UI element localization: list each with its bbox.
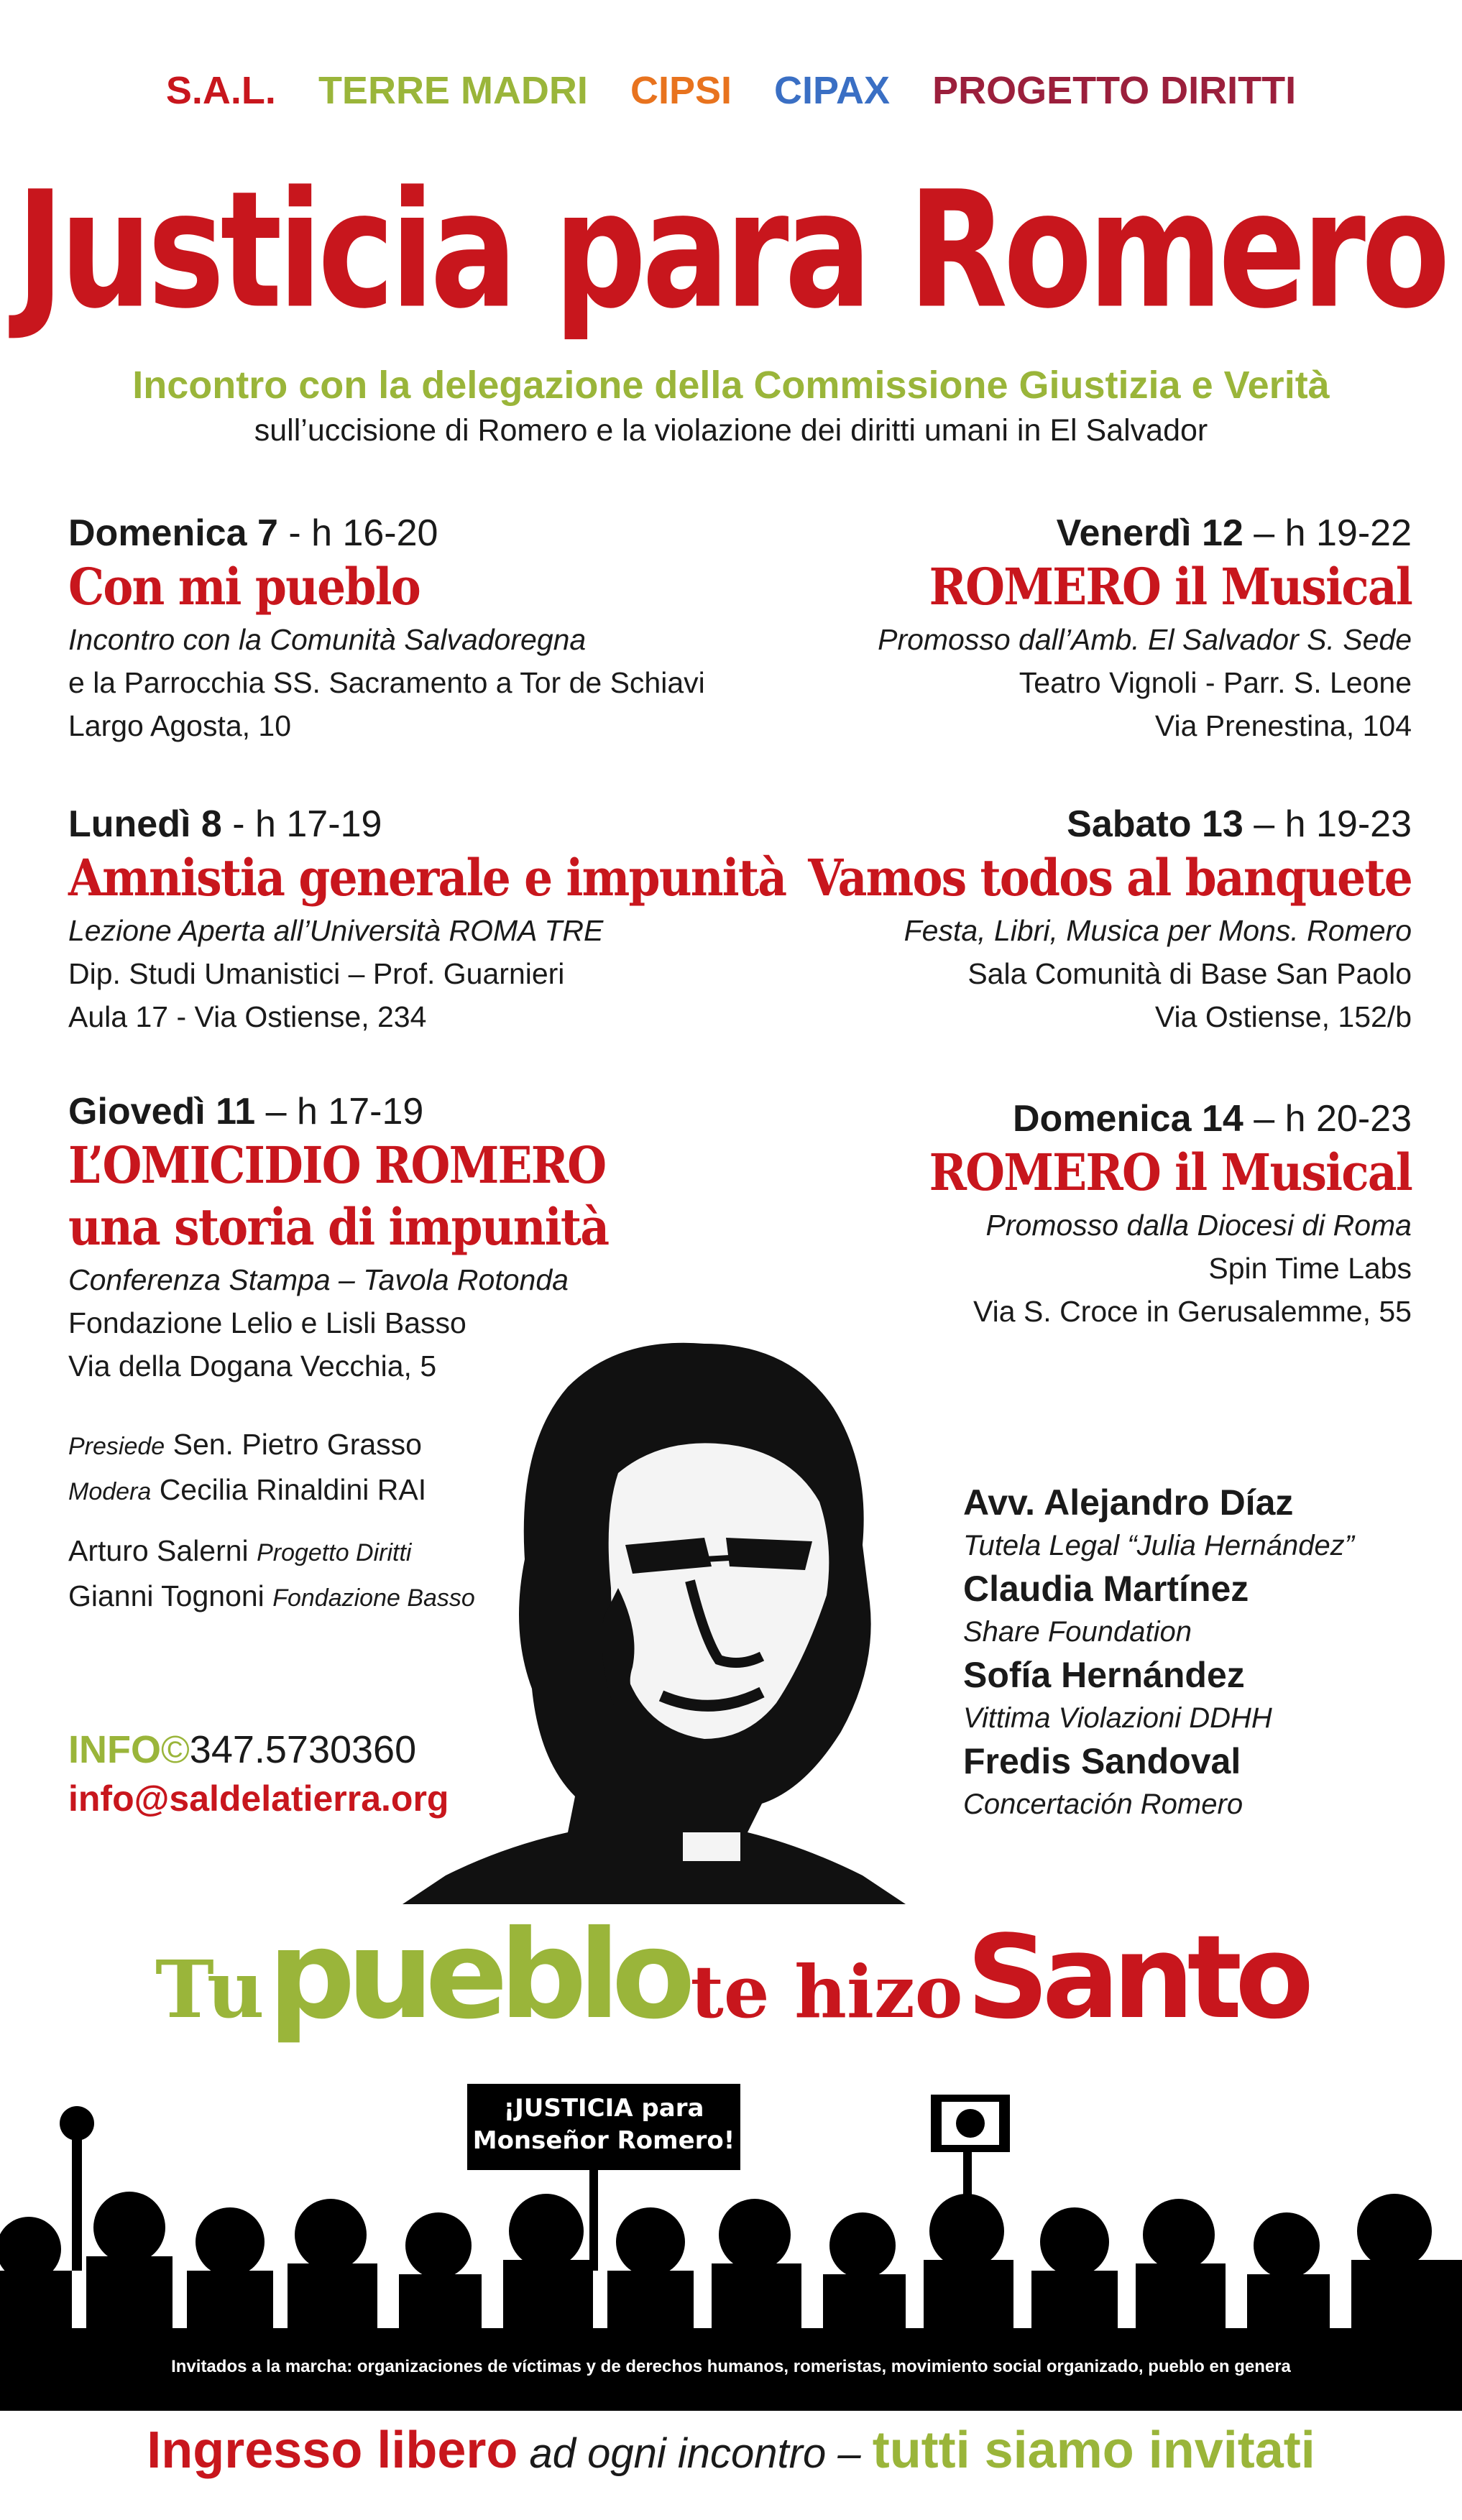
slogan-word-tu: Tu xyxy=(155,1943,265,2036)
delegate-role: Share Foundation xyxy=(963,1616,1192,1648)
event-line: Sala Comunità di Base San Paolo xyxy=(967,957,1412,990)
event-domenica-7 xyxy=(68,510,705,747)
event-day: Giovedì 11 – h 17-19 xyxy=(68,1091,424,1132)
romero-portrait-illustration xyxy=(403,1329,1021,1919)
organizers-row xyxy=(0,68,1462,113)
event-line: Teatro Vignoli - Parr. S. Leone xyxy=(1019,666,1412,699)
event-name: ROMERO il Musical xyxy=(929,557,1412,617)
moderator-line: Modera Cecilia Rinaldini RAI xyxy=(68,1473,427,1506)
slogan-word-santo: Santo xyxy=(966,1910,1307,2044)
event-domenica-14 xyxy=(875,1096,1412,1333)
event-day: Domenica 7 - h 16-20 xyxy=(68,512,438,554)
delegate-role: Concertación Romero xyxy=(963,1789,1243,1820)
event-address: Largo Agosta, 10 xyxy=(68,709,292,742)
event-name-secondary: una storia di impunità xyxy=(68,1197,609,1257)
event-line: Incontro con la Comunità Salvadoregna xyxy=(68,623,587,656)
event-day: Sabato 13 – h 19-23 xyxy=(1067,803,1412,845)
speaker-line: Gianni Tognoni Fondazione Basso xyxy=(68,1579,475,1612)
event-venerdi-12 xyxy=(875,510,1412,747)
event-address: Aula 17 - Via Ostiense, 234 xyxy=(68,1000,427,1033)
subtitle-secondary: sull’uccisione di Romero e la violazione dei diritti umani in El Salvador xyxy=(254,413,1208,448)
speaker-line: Arturo Salerni Progetto Diritti xyxy=(68,1534,412,1567)
free-entry-text: Ingresso libero xyxy=(147,2422,518,2479)
event-name: Con mi pueblo xyxy=(68,557,420,617)
page-title: Justicia para Romero xyxy=(16,157,1446,345)
event-day: Domenica 14 – h 20-23 xyxy=(1013,1098,1412,1140)
org-cipsi: CIPSI xyxy=(630,69,732,112)
event-line: Promosso dalla Diocesi di Roma xyxy=(985,1209,1412,1242)
event-address: Via S. Croce in Gerusalemme, 55 xyxy=(973,1295,1412,1328)
event-line: Conferenza Stampa – Tavola Rotonda xyxy=(68,1263,569,1296)
event-name: Vamos todos al banquete xyxy=(808,848,1412,908)
event-name: Amnistia generale e impunità xyxy=(68,848,786,908)
event-line: Fondazione Lelio e Lisli Basso xyxy=(68,1306,466,1339)
event-day: Lunedì 8 - h 17-19 xyxy=(68,803,382,845)
org-sal: S.A.L. xyxy=(165,69,276,112)
event-day: Venerdì 12 – h 19-22 xyxy=(1056,512,1412,554)
delegate-name: Sofía Hernández xyxy=(963,1655,1245,1695)
all-invited-text: tutti siamo invitati xyxy=(872,2422,1315,2479)
event-address: Via della Dogana Vecchia, 5 xyxy=(68,1349,437,1383)
event-line: Lezione Aperta all’Università ROMA TRE xyxy=(68,914,604,947)
delegate-role: Tutela Legal “Julia Hernández” xyxy=(963,1530,1355,1561)
march-footnote: Invitados a la marcha: organizaciones de víctimas y de derechos humanos, romeristas, movimiento social organizado, pueblo en genera xyxy=(171,2357,1291,2376)
event-line: Festa, Libri, Musica per Mons. Romero xyxy=(904,914,1412,947)
event-line: Dip. Studi Umanistici – Prof. Guarnieri xyxy=(68,957,565,990)
event-name: L’OMICIDIO ROMERO xyxy=(68,1135,606,1195)
event-address: Via Ostiense, 152/b xyxy=(1154,1000,1412,1033)
info-phone[interactable]: 347.5730360 xyxy=(189,1728,417,1771)
org-terre-madri: TERRE MADRI xyxy=(318,69,588,112)
info-block xyxy=(68,1725,449,1822)
slogan xyxy=(0,1904,1462,2046)
event-address: Via Prenestina, 104 xyxy=(1154,709,1412,742)
protest-sign-text: ¡JUSTICIA para xyxy=(503,2094,704,2123)
org-progetto-diritti: PROGETTO DIRITTI xyxy=(932,69,1297,112)
delegation-list xyxy=(938,1469,1462,1868)
protest-sign-text-2: Monseñor Romero! xyxy=(472,2126,735,2155)
info-phone-line xyxy=(68,1725,449,1775)
event-line: Spin Time Labs xyxy=(1208,1252,1412,1285)
bottom-banner xyxy=(0,2411,1462,2520)
delegate-name: Claudia Martínez xyxy=(963,1569,1249,1609)
slogan-word-te-hizo: te hizo xyxy=(690,1949,963,2034)
phone-icon: © xyxy=(161,1728,190,1771)
event-line: e la Parrocchia SS. Sacramento a Tor de Schiavi xyxy=(68,666,705,699)
info-email[interactable]: info@saldelatierra.org xyxy=(68,1778,449,1819)
subtitle: Incontro con la delegazione della Commissione Giustizia e Verità xyxy=(132,364,1330,407)
event-name: ROMERO il Musical xyxy=(929,1143,1412,1202)
delegate-role: Vittima Violazioni DDHH xyxy=(963,1702,1272,1734)
event-sabato-13 xyxy=(741,801,1412,1038)
org-cipax: CIPAX xyxy=(774,69,891,112)
slogan-word-pueblo: pueblo xyxy=(267,1904,687,2046)
delegate-name: Fredis Sandoval xyxy=(963,1741,1241,1781)
every-meeting-text: ad ogni incontro – xyxy=(518,2430,873,2477)
chair-line: Presiede Sen. Pietro Grasso xyxy=(68,1428,422,1461)
info-label: INFO xyxy=(68,1728,161,1771)
event-line: Promosso dall’Amb. El Salvador S. Sede xyxy=(878,623,1412,656)
delegate-name: Avv. Alejandro Díaz xyxy=(963,1482,1294,1523)
